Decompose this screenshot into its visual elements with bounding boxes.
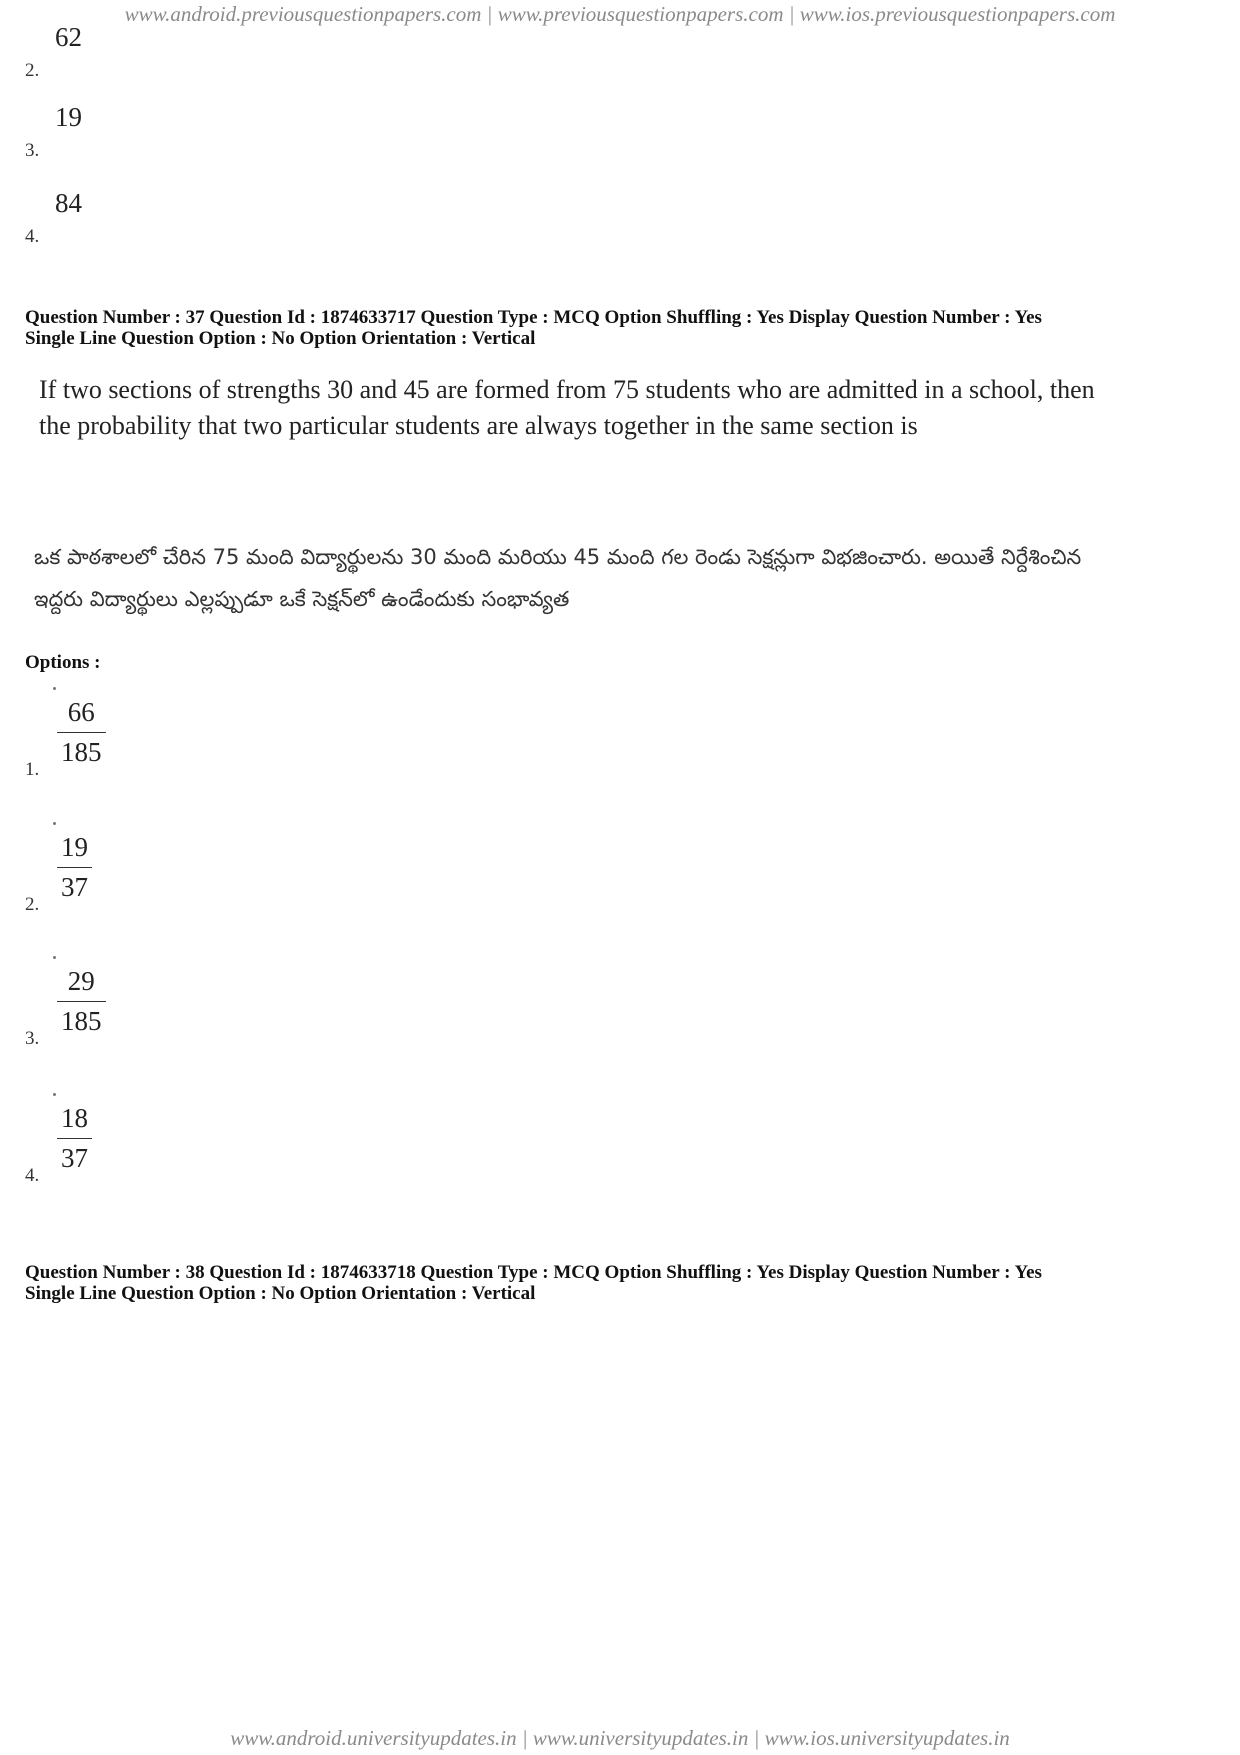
q37-option-2: [25, 828, 225, 928]
fraction: [57, 962, 106, 1039]
fraction-bar: [57, 732, 106, 733]
option-value: 19: [55, 102, 82, 132]
option-number: 2.: [25, 894, 40, 915]
option-value: 62: [55, 22, 82, 52]
fraction: [57, 693, 106, 770]
dot-mark: [53, 822, 56, 825]
q37-option-3: [25, 962, 225, 1062]
header-watermark: www.android.previousquestionpapers.com | www.previousquestionpapers.com | www.ios.previousquestionpapers.com: [124, 2, 1116, 26]
q37-question-text-telugu: ఒక పాఠశాలలో చేరిన 75 మంది విద్యార్థులను 30 మంది మరియు 45 మంది గల రెండు సెక్షన్లుగా విభజించారు. అయితే నిర్దేశించిన ఇద్దరు విద్యార్థులు ఎల్లప్పుడూ ఒకే సెక్షన్‌లో ఉండేందుకు సంభావ్యత: [34, 545, 1082, 611]
fraction-numerator: 18: [61, 1103, 88, 1133]
q37-option-4: [25, 1099, 225, 1199]
fraction-bar: [57, 1138, 92, 1139]
option-number: 2.: [25, 60, 40, 81]
fraction: [57, 828, 92, 905]
option-number: 4.: [25, 1165, 40, 1186]
fraction-bar: [57, 867, 92, 868]
fraction-denominator: 185: [61, 1006, 102, 1036]
q37-question-text-english: If two sections of strengths 30 and 45 are formed from 75 students who are admitted in a school, then the probability that two particular students are always together in the same section is: [39, 375, 1095, 440]
fraction-denominator: 185: [61, 737, 102, 767]
dot-mark: [53, 687, 56, 690]
option-number: 3.: [25, 1028, 40, 1049]
option-value: 84: [55, 188, 82, 218]
prev-option-4: [25, 188, 225, 248]
prev-option-2: [25, 22, 225, 82]
q37-option-1: [25, 693, 225, 793]
option-number: 4.: [25, 226, 40, 247]
footer-watermark: www.android.universityupdates.in | www.universityupdates.in | www.ios.universityupdates.in: [230, 1726, 1010, 1750]
options-label: Options :: [25, 652, 101, 673]
fraction-bar: [57, 1001, 106, 1002]
q37-meta-line-1: Question Number : 37 Question Id : 1874633717 Question Type : MCQ Option Shuffling : Yes Display Question Number : Yes: [25, 307, 1042, 328]
fraction-denominator: 37: [61, 1143, 88, 1173]
q38-meta-line-1: Question Number : 38 Question Id : 1874633718 Question Type : MCQ Option Shuffling : Yes Display Question Number : Yes: [25, 1262, 1042, 1283]
dot-mark: [53, 1093, 56, 1096]
dot-mark: [53, 956, 56, 959]
fraction-numerator: 19: [61, 832, 88, 862]
fraction-numerator: 66: [67, 697, 95, 727]
option-number: 1.: [25, 759, 40, 780]
fraction-numerator: 29: [67, 966, 95, 996]
fraction-denominator: 37: [61, 872, 88, 902]
q37-meta-line-2: Single Line Question Option : No Option Orientation : Vertical: [25, 328, 536, 349]
fraction: [57, 1099, 92, 1176]
q38-meta-line-2: Single Line Question Option : No Option Orientation : Vertical: [25, 1283, 536, 1304]
prev-option-3: [25, 102, 225, 162]
option-number: 3.: [25, 140, 40, 161]
